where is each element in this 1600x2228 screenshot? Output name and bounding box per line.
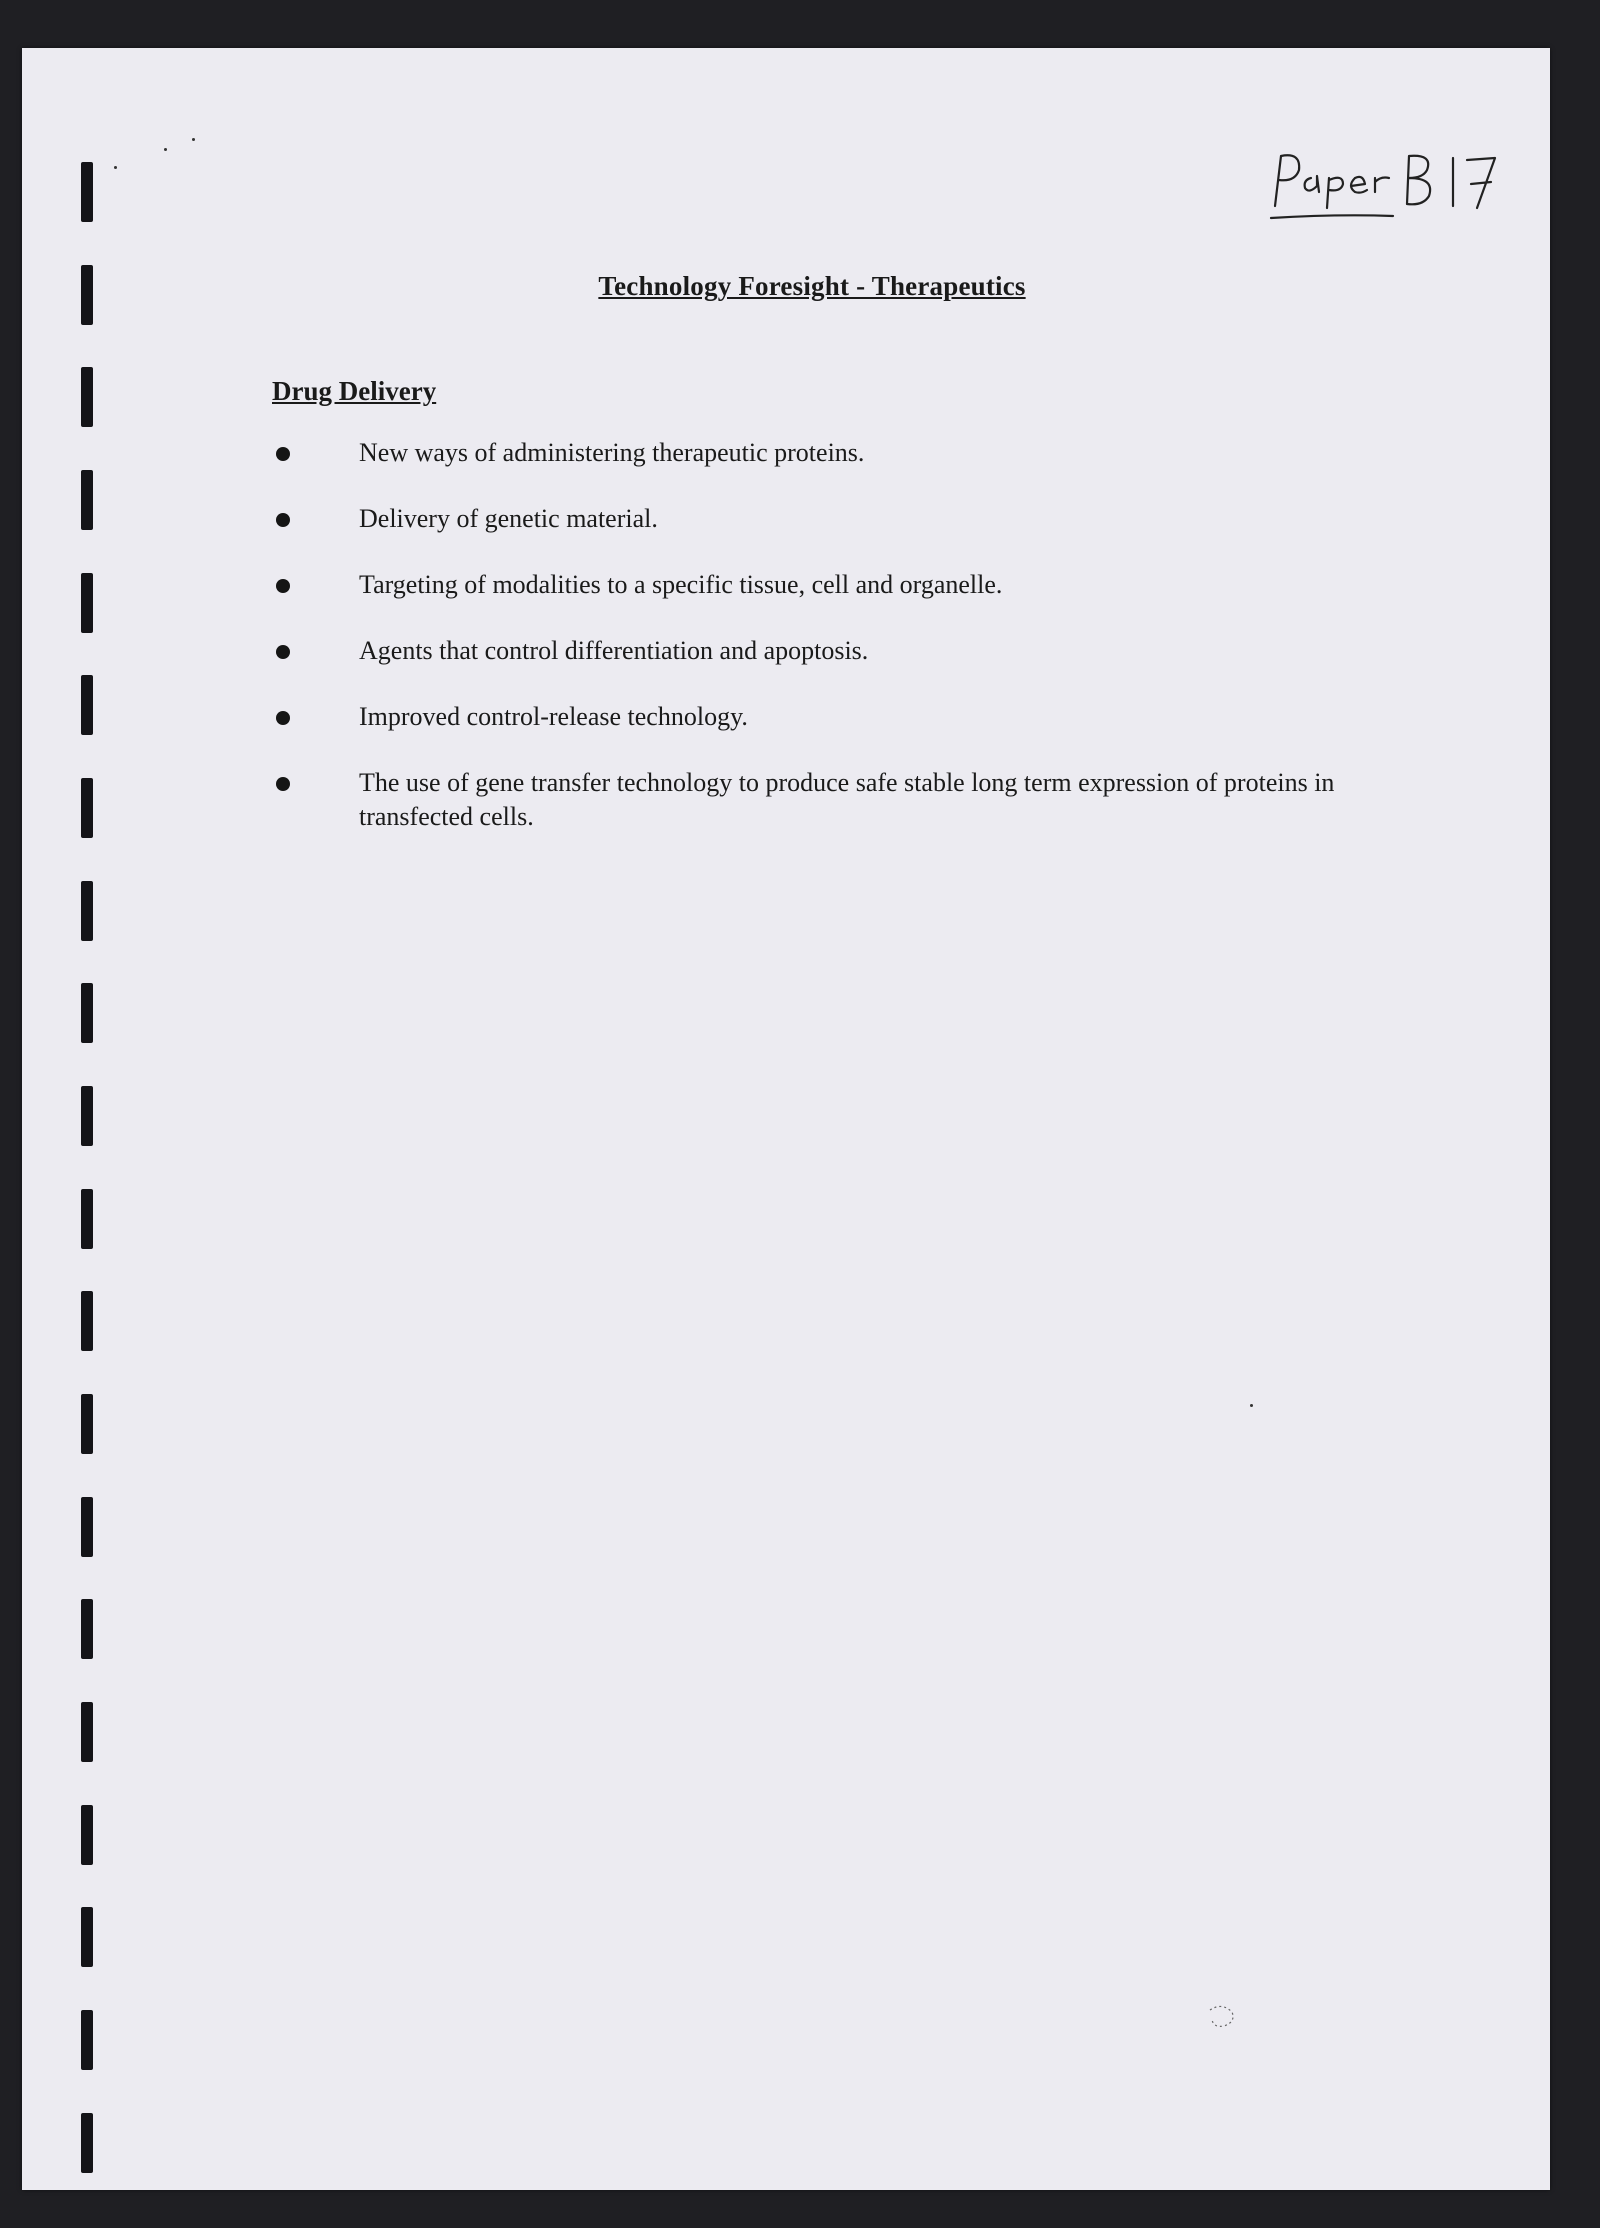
bullet-icon [276,711,290,725]
punch-hole [81,162,93,222]
bullet-icon [276,447,290,461]
punch-hole [81,983,93,1043]
punch-hole [81,470,93,530]
punch-hole [81,1189,93,1249]
bullet-icon [276,513,290,527]
punch-hole [81,778,93,838]
punch-hole [81,1394,93,1454]
punch-hole [81,1497,93,1557]
punch-hole [81,1291,93,1351]
punch-hole [81,573,93,633]
document-title: Technology Foresight - Therapeutics [598,271,1026,301]
stray-mark [114,166,117,169]
list-item [272,568,1422,602]
list-item-text: Improved control-release technology. [359,702,748,731]
punch-hole [81,1599,93,1659]
punch-hole [81,1086,93,1146]
stray-mark [192,138,195,141]
punch-hole [81,2113,93,2173]
bullet-icon [276,777,290,791]
list-item [272,634,1422,668]
punch-hole [81,1702,93,1762]
bullet-list [272,436,1422,866]
section-heading: Drug Delivery [272,376,437,406]
stray-mark [1250,1404,1253,1407]
stray-mark [164,148,167,151]
list-item-text: Delivery of genetic material. [359,504,658,533]
list-item [272,436,1422,470]
punch-holes [57,118,97,2178]
list-item [272,766,1422,834]
list-item-text: Targeting of modalities to a specific tissue, cell and organelle. [359,570,1003,599]
document-page [22,48,1550,2190]
list-item-text: New ways of administering therapeutic proteins. [359,438,865,467]
punch-hole [81,367,93,427]
punch-hole [81,2010,93,2070]
punch-hole [81,881,93,941]
punch-hole [81,675,93,735]
handwritten-paper-label [1267,126,1507,236]
list-item-text: Agents that control differentiation and apoptosis. [359,636,869,665]
bullet-icon [276,579,290,593]
list-item [272,502,1422,536]
punch-hole [81,1907,93,1967]
punch-hole [81,1805,93,1865]
list-item [272,700,1422,734]
bullet-icon [276,645,290,659]
list-item-text: The use of gene transfer technology to produce safe stable long term expression of proteins in transfected cells. [359,768,1335,831]
small-scribble-mark [1202,1996,1242,2036]
